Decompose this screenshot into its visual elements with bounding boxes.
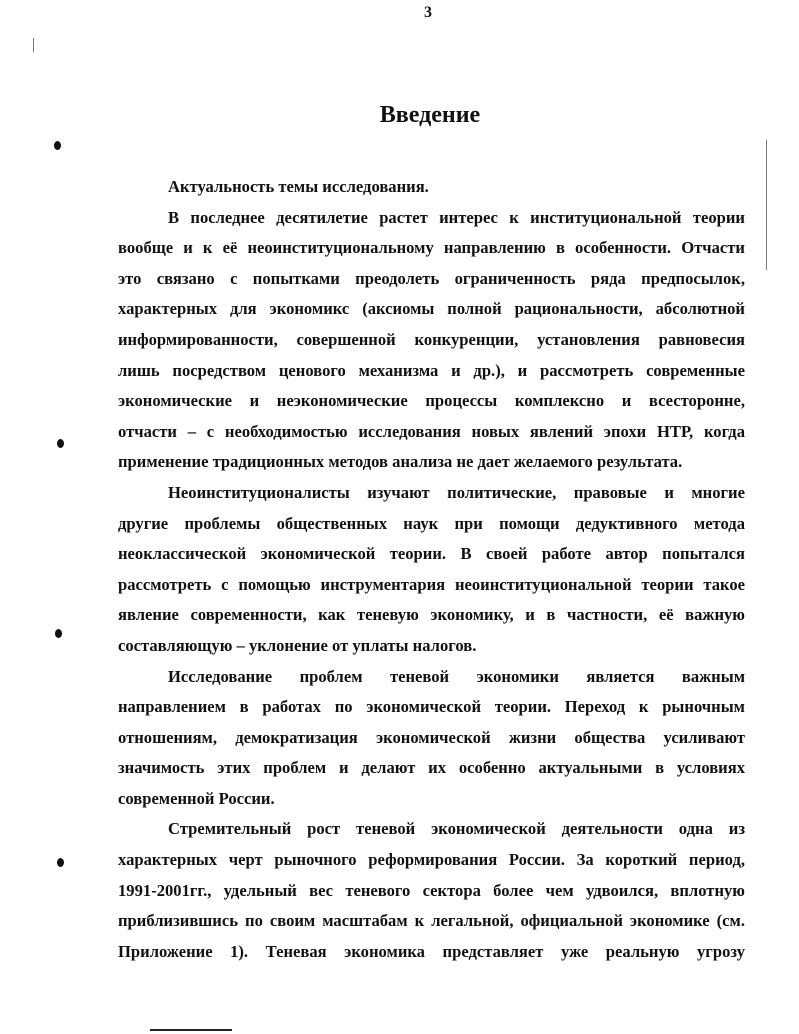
paragraph-line: экономические и неэкономические процессы комплексно и всесторонне, — [118, 391, 745, 411]
page-title: Введение — [379, 102, 481, 128]
paragraph-line: характерных для экономикс (аксиомы полной рациональности, абсолютной — [118, 299, 745, 319]
scan-footer-line — [150, 1029, 232, 1031]
scan-edge-line — [33, 38, 34, 52]
paragraph-line: 1991-2001гг., удельный вес теневого сектора более чем удвоился, вплотную — [118, 880, 745, 900]
paragraph-line: явление современности, как теневую экономику, и в частности, её важную — [118, 605, 745, 625]
paragraph-line: неоклассической экономической теории. В своей работе автор попытался — [118, 544, 745, 564]
paragraph-line: современной России. — [118, 788, 275, 808]
paragraph-line: вообще и к её неоинституциональному направлению в особенности. Отчасти — [118, 238, 745, 258]
scan-mark — [57, 858, 64, 867]
scan-mark — [57, 439, 64, 448]
paragraph-line: это связано с попытками преодолеть ограниченность ряда предпосылок, — [118, 268, 745, 288]
paragraph-line: применение традиционных методов анализа не дает желаемого результата. — [118, 452, 683, 472]
scan-edge-line — [766, 140, 767, 270]
scan-mark — [54, 141, 61, 150]
paragraph-line: отношениям, демократизация экономической жизни общества усиливают — [118, 727, 745, 747]
section-heading: Актуальность темы исследования. — [168, 177, 429, 196]
paragraph-line: Исследование проблем теневой экономики является важным — [168, 666, 745, 686]
paragraph-line: другие проблемы общественных наук при помощи дедуктивного метода — [118, 513, 745, 533]
paragraph-line: лишь посредством ценового механизма и др.), и рассмотреть современные — [118, 360, 745, 380]
paragraph-line: Приложение 1). Теневая экономика представляет уже реальную угрозу — [118, 941, 745, 961]
paragraph-line: характерных черт рыночного реформирования России. За короткий период, — [118, 850, 745, 870]
paragraph-line: Неоинституционалисты изучают политические, правовые и многие — [168, 482, 745, 502]
page-number: 3 — [424, 4, 432, 21]
document-body — [118, 172, 745, 967]
paragraph-line: В последнее десятилетие растет интерес к институциональной теории — [168, 207, 745, 227]
paragraph-line: направлением в работах по экономической теории. Переход к рыночным — [118, 697, 745, 717]
paragraph-line: приблизившись по своим масштабам к легальной, официальной экономике (см. — [118, 911, 745, 931]
paragraph-line: информированности, совершенной конкуренции, установления равновесия — [118, 329, 745, 349]
paragraph-line: значимость этих проблем и делают их особенно актуальными в условиях — [118, 758, 745, 778]
paragraph-line: отчасти – с необходимостью исследования новых явлений эпохи НТР, когда — [118, 421, 745, 441]
paragraph-line: Стремительный рост теневой экономической деятельности одна из — [168, 819, 745, 839]
scan-mark — [55, 629, 62, 638]
paragraph-line: составляющую – уклонение от уплаты налогов. — [118, 635, 477, 655]
paragraph-line: рассмотреть с помощью инструментария неоинституциональной теории такое — [118, 574, 745, 594]
